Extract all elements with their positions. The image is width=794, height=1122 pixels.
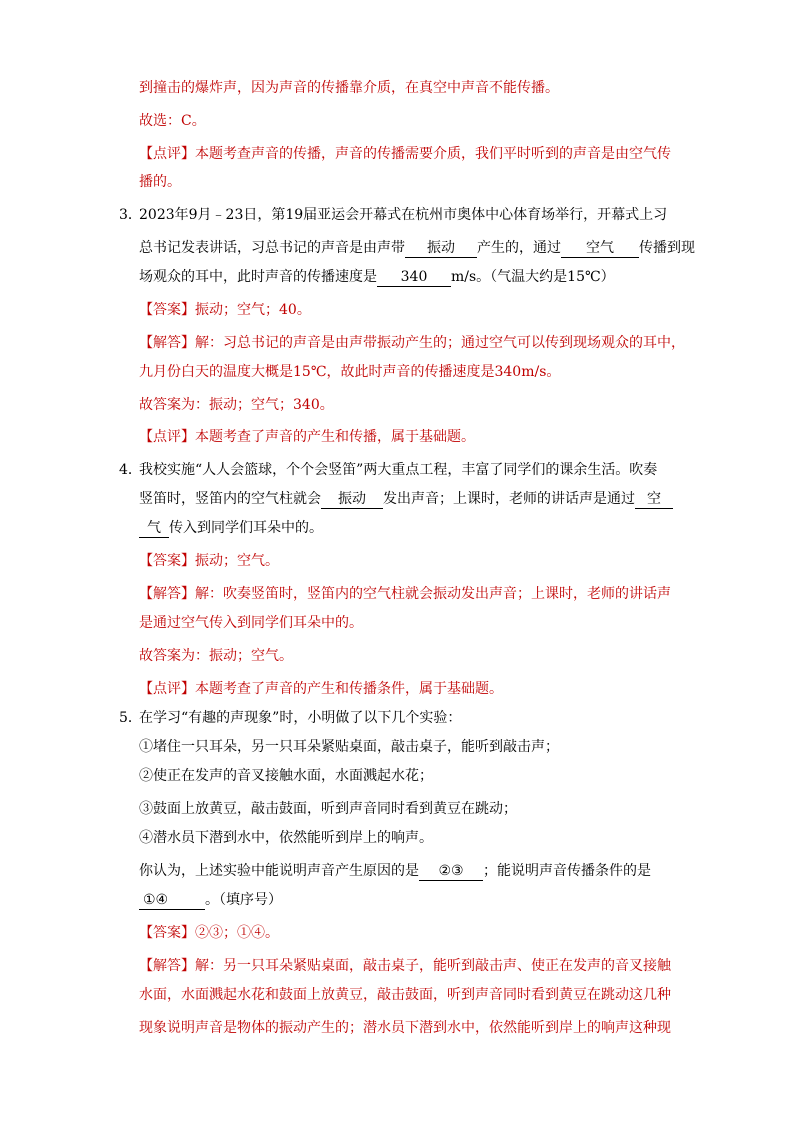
q5-text-a: 你认为，上述实验中能说明声音产生原因的是: [139, 863, 419, 879]
q5-text-b: ；能说明声音传播条件的是: [483, 863, 651, 879]
q5-item-4: ④潜水员下潜到水中，依然能听到岸上的响声。: [139, 830, 433, 846]
q4-blank-1: 振动: [321, 490, 383, 509]
prev-analysis-tail: 到撞击的爆炸声，因为声音的传播靠介质，在真空中声音不能传播。: [139, 80, 559, 96]
q3-answer: 【答案】振动；空气；40。: [139, 302, 311, 318]
q4-number: 4．: [119, 462, 142, 478]
q3-blank-3: 340: [377, 268, 451, 287]
q5-blank-2: ①④: [139, 891, 205, 910]
q5-analysis-line1: 【解答】解：另一只耳朵紧贴桌面，敲击桌子，能听到敲击声、使正在发声的音叉接触: [139, 958, 671, 974]
q4-result: 故答案为：振动；空气。: [139, 648, 293, 664]
q5-item-3: ③鼓面上放黄豆，敲击鼓面，听到声音同时看到黄豆在跳动；: [139, 801, 517, 817]
q4-line1: 我校实施“人人会篮球，个个会竖笛”两大重点工程，丰富了同学们的课余生活。吹奏: [139, 462, 658, 478]
q4-comment: 【点评】本题考查了声音的产生和传播条件，属于基础题。: [139, 681, 503, 697]
q3-comment: 【点评】本题考查了声音的产生和传播，属于基础题。: [139, 429, 475, 445]
q4-answer: 【答案】振动；空气。: [139, 553, 279, 569]
q3-analysis-line1: 【解答】解：习总书记的声音是由声带振动产生的；通过空气可以传到现场观众的耳中，: [139, 335, 685, 351]
q4-text-a: 竖笛时，竖笛内的空气柱就会: [139, 491, 321, 507]
q3-analysis-line2: 九月份白天的温度大概是15℃，故此时声音的传播速度是340m/s。: [139, 364, 561, 380]
q5-item-1: ①堵住一只耳朵，另一只耳朵紧贴桌面，敲击桌子，能听到敲击声；: [139, 739, 559, 755]
prev-comment-line2: 播的。: [139, 174, 181, 190]
q3-text-d: 场观众的耳中，此时声音的传播速度是: [139, 269, 377, 285]
q5-blank-1: ②③: [419, 862, 483, 881]
q4-blank-2a: 空: [635, 490, 673, 509]
prev-comment-line1: 【点评】本题考查声音的传播，声音的传播需要介质，我们平时听到的声音是由空气传: [139, 146, 671, 162]
q4-blank-2b: 气: [139, 519, 169, 538]
q5-analysis-line3: 现象说明声音是物体的振动产生的；潜水员下潜到水中，依然能听到岸上的响声这种现: [139, 1020, 671, 1036]
q3-line1: 2023年9月﹣23日，第19届亚运会开幕式在杭州市奥体中心体育场举行，开幕式上习: [139, 207, 668, 223]
q5-text-c: 。（填序号）: [205, 892, 282, 908]
q4-analysis-line2: 是通过空气传入到同学们耳朵中的。: [139, 615, 363, 631]
q3-result: 故答案为：振动；空气；340。: [139, 397, 334, 413]
prev-choice: 故选：C。: [139, 113, 206, 129]
q3-text-b: 产生的，通过: [477, 240, 561, 256]
q5-item-2: ②使正在发声的音叉接触水面，水面溅起水花；: [139, 768, 433, 784]
q5-line1: 在学习“有趣的声现象”时，小明做了以下几个实验：: [139, 710, 462, 726]
q3-text-c: 传播到现: [639, 240, 695, 256]
q3-text-a: 总书记发表讲话，习总书记的声音是由声带: [139, 240, 405, 256]
q5-number: 5．: [119, 710, 142, 726]
q3-line3: [139, 267, 615, 287]
q4-analysis-line1: 【解答】解：吹奏竖笛时，竖笛内的空气柱就会振动发出声音；上课时，老师的讲话声: [139, 586, 671, 602]
q5-answer: 【答案】②③；①④。: [139, 925, 279, 941]
q4-line3: [139, 518, 323, 538]
q5-analysis-line2: 水面，水面溅起水花和鼓面上放黄豆，敲击鼓面，听到声音同时看到黄豆在跳动这几种: [139, 987, 671, 1003]
q4-line2: [139, 489, 673, 509]
q4-text-c: 传入到同学们耳朵中的。: [169, 520, 323, 536]
q5-question-line2: [139, 890, 282, 910]
q4-text-b: 发出声音；上课时，老师的讲话声是通过: [383, 491, 635, 507]
q5-question-line1: [139, 861, 651, 881]
q3-number: 3．: [119, 207, 142, 223]
q3-blank-1: 振动: [405, 239, 477, 258]
q3-text-e: m/s。（气温大约是15℃）: [451, 269, 615, 285]
q3-blank-2: 空气: [561, 239, 639, 258]
q3-line2: [139, 238, 695, 258]
